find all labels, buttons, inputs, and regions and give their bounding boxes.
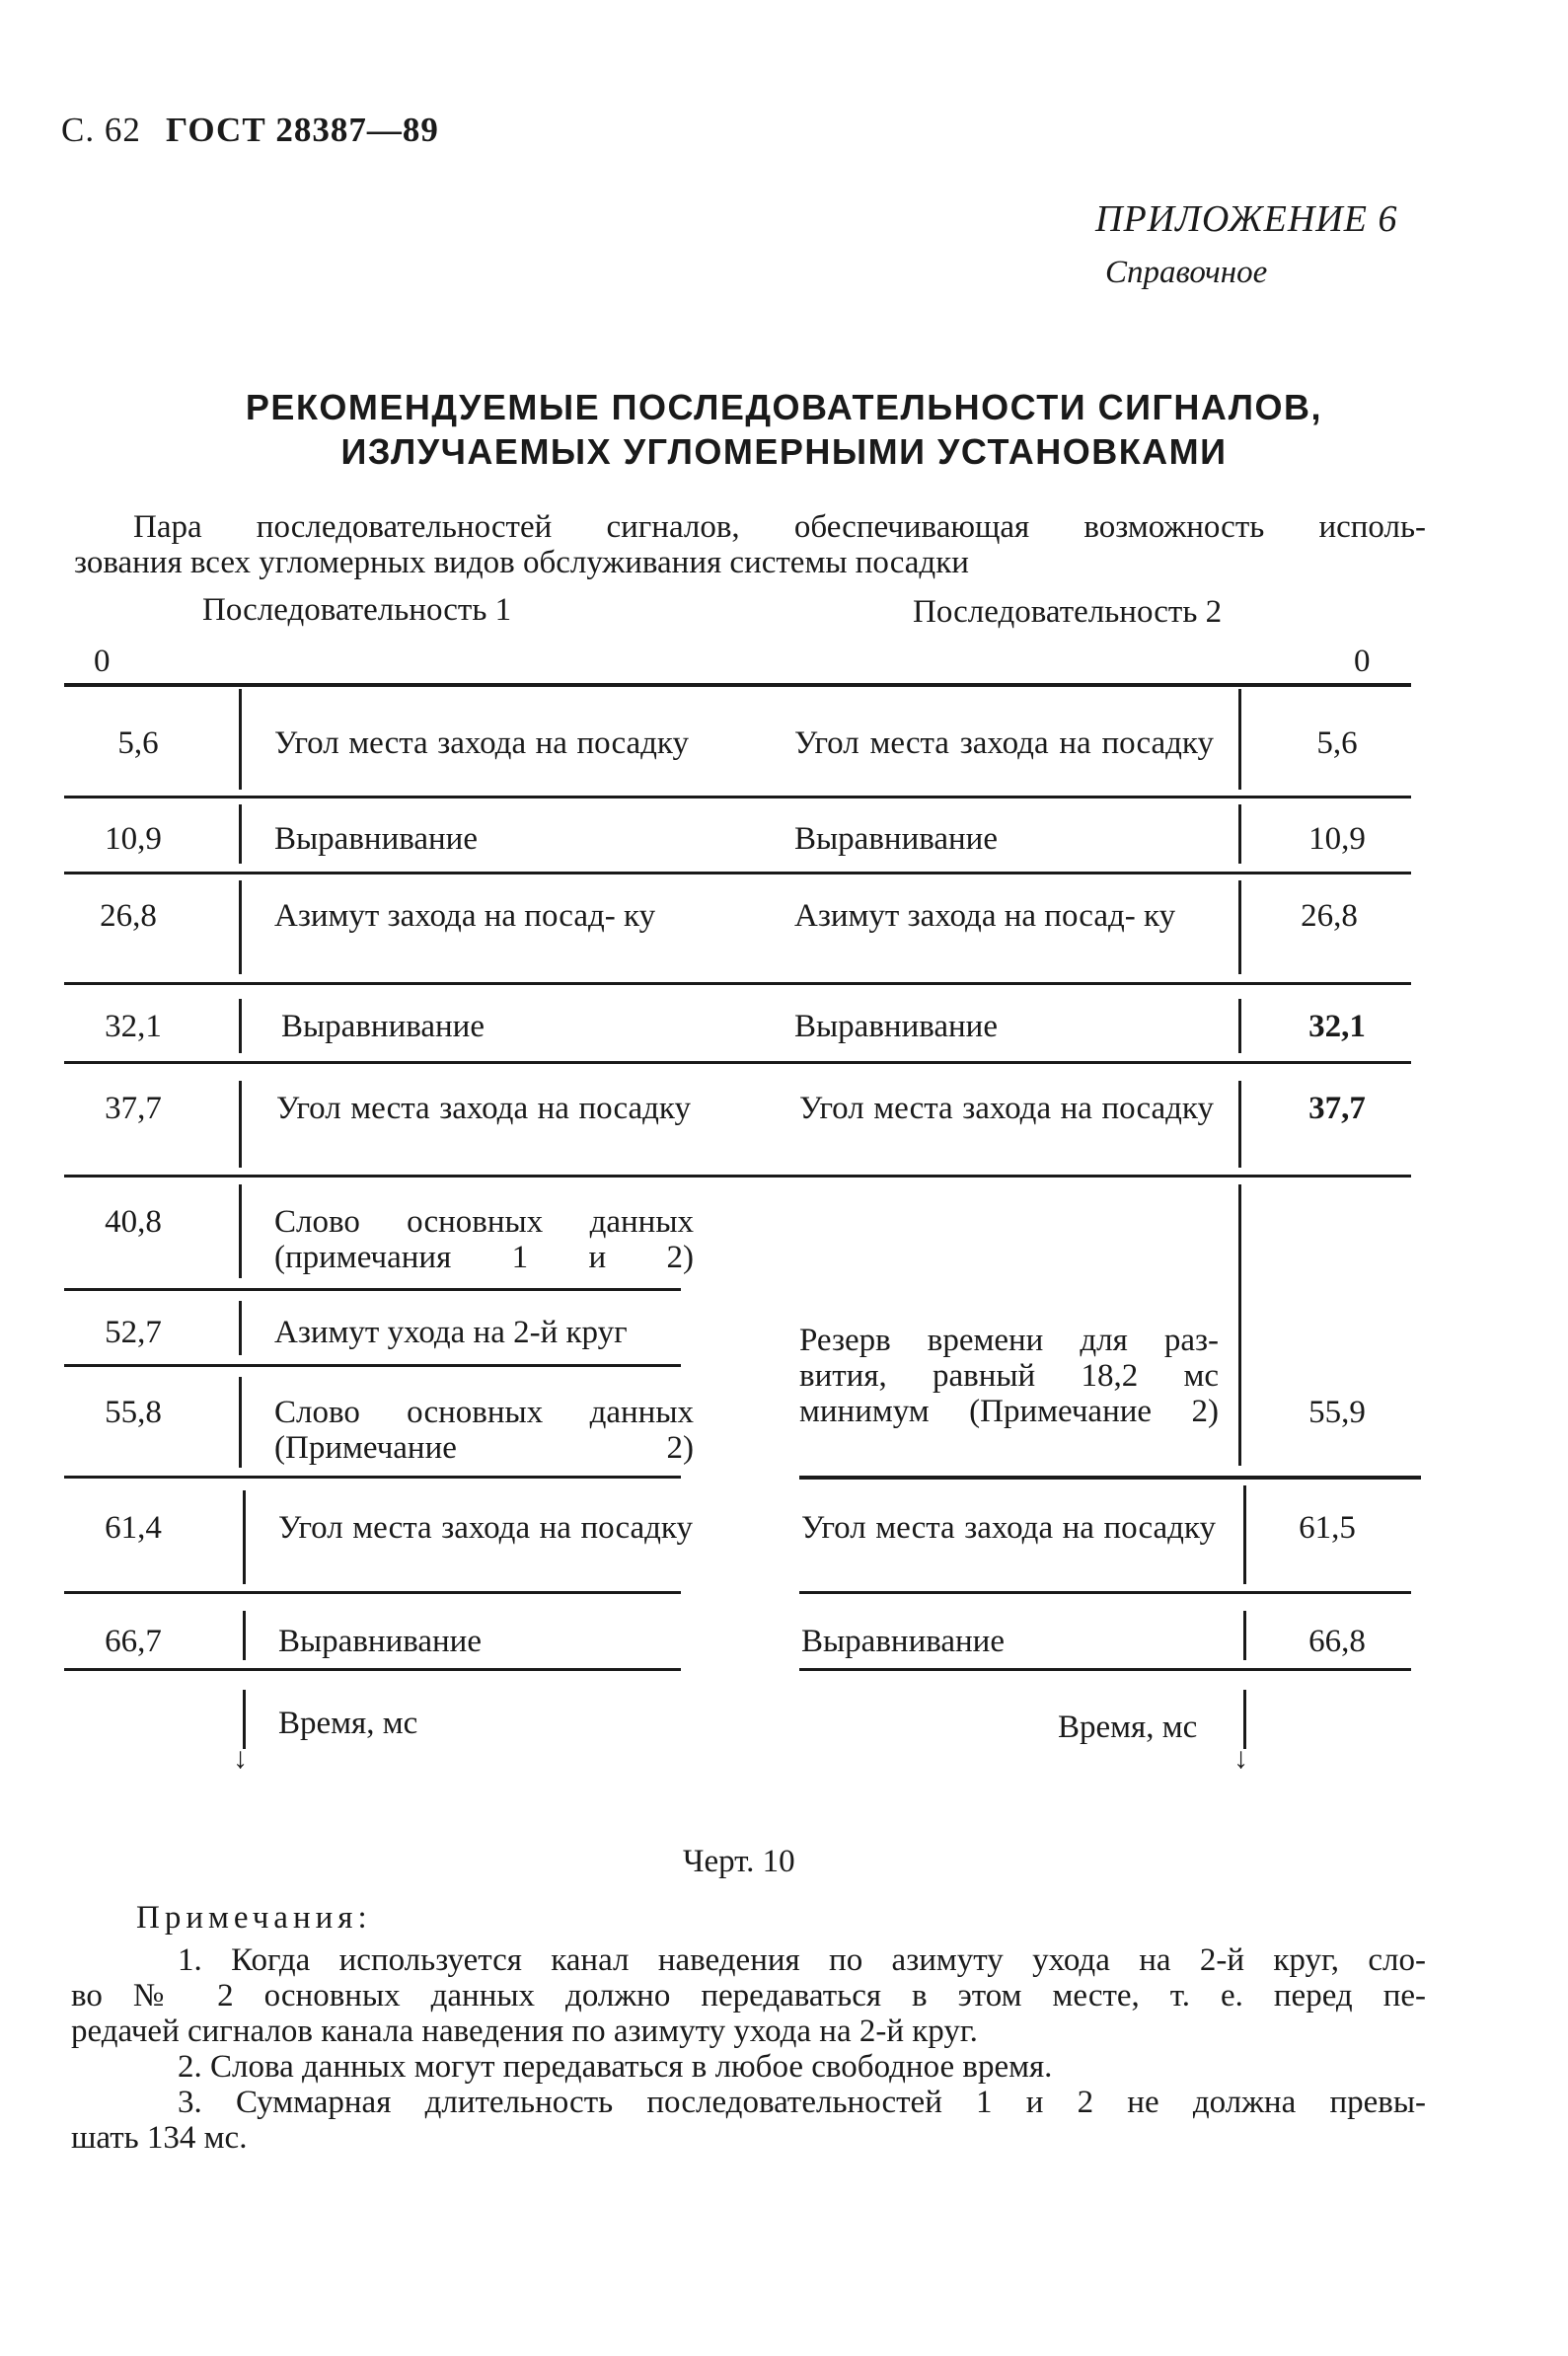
- left-row-rule: [64, 1591, 681, 1594]
- left-row-rule: [64, 1668, 681, 1671]
- seq1-time: 32,1: [105, 1009, 162, 1044]
- seq1-time: 5,6: [117, 725, 159, 761]
- row-rule: [64, 872, 1411, 874]
- seq1-signal: Угол места захода на посадку: [274, 725, 689, 761]
- sequence-2-time-label: Время, мс: [1058, 1710, 1198, 1745]
- sequence-1-time-axis: [239, 689, 242, 790]
- seq1-signal: Выравнивание: [281, 1009, 485, 1044]
- sequence-1-time-axis: [243, 1490, 246, 1584]
- seq1-signal: Выравнивание: [274, 821, 478, 857]
- seq1-signal: Слово основных данных (Примечание 2): [274, 1395, 694, 1466]
- document-title-line-1: РЕКОМЕНДУЕМЫЕ ПОСЛЕДОВАТЕЛЬНОСТИ СИГНАЛОВ,: [245, 387, 1323, 427]
- sequence-2-time-axis: [1243, 1611, 1246, 1660]
- seq1-signal: Угол места захода на посадку: [278, 1510, 693, 1546]
- seq1-time: 40,8: [105, 1204, 162, 1240]
- page-number: С. 62: [61, 111, 141, 149]
- sequence-2-label: Последовательность 2: [913, 594, 1223, 630]
- intro-line-2: зования всех угломерных видов обслуживания системы посадки: [74, 545, 969, 580]
- row-rule: [64, 1061, 1411, 1064]
- right-row-rule: [799, 1476, 1421, 1480]
- appendix-note: Справочное: [1105, 255, 1268, 290]
- left-row-rule: [64, 1364, 681, 1367]
- note-3-line-2: шать 134 мс.: [71, 2120, 248, 2156]
- seq2-reserve: Резерв времени для раз- вития, равный 18,2 мс минимум (Примечание 2): [799, 1323, 1219, 1429]
- seq1-signal: Угол места захода на посадку: [276, 1091, 691, 1126]
- seq2-time: 66,8: [1308, 1624, 1366, 1659]
- standard-code: ГОСТ 28387—89: [166, 111, 439, 149]
- sequence-2-time-axis: [1243, 1485, 1246, 1584]
- seq1-signal: Азимут захода на посад- ку: [274, 898, 656, 934]
- note-2: 2. Слова данных могут передаваться в любое свободное время.: [178, 2049, 1053, 2085]
- seq2-signal: Выравнивание: [801, 1624, 1005, 1659]
- sequence-1-label: Последовательность 1: [202, 592, 512, 628]
- sequence-2-time-axis: [1238, 999, 1241, 1053]
- seq2-time: 32,1: [1308, 1009, 1366, 1044]
- document-title-line-2: ИЗЛУЧАЕМЫХ УГЛОМЕРНЫМИ УСТАНОВКАМИ: [340, 431, 1228, 472]
- seq1-time: 55,8: [105, 1395, 162, 1430]
- sequence-1-time-axis: [239, 880, 242, 974]
- sequence-1-time-label: Время, мс: [278, 1706, 418, 1741]
- sequence-1-time-axis: [239, 1301, 242, 1355]
- sequence-2-time-axis: [1238, 804, 1241, 864]
- seq2-signal: Угол места захода на посадку: [794, 725, 1214, 761]
- seq2-signal: Азимут захода на посад- ку: [794, 898, 1176, 934]
- figure-caption: Черт. 10: [683, 1844, 795, 1879]
- sequence-2-time-axis: [1238, 689, 1241, 790]
- sequence-1-start: 0: [94, 644, 111, 679]
- seq2-time: 10,9: [1308, 821, 1366, 857]
- seq1-signal: Слово основных данных (примечания 1 и 2): [274, 1204, 694, 1275]
- sequence-1-time-axis: [239, 804, 242, 864]
- seq1-signal: Азимут ухода на 2-й круг: [274, 1315, 628, 1350]
- appendix-title: ПРИЛОЖЕНИЕ 6: [1095, 198, 1398, 240]
- sequence-1-time-axis: [239, 1081, 242, 1168]
- sequence-1-time-axis: [243, 1690, 246, 1749]
- note-1-line-3: редачей сигналов канала наведения по азимуту ухода на 2-й круг.: [71, 2014, 978, 2049]
- seq2-time: 5,6: [1316, 725, 1358, 761]
- row-rule: [64, 796, 1411, 798]
- seq2-signal: Выравнивание: [794, 1009, 998, 1044]
- sequence-1-time-axis: [239, 999, 242, 1053]
- row-rule: [64, 982, 1411, 985]
- seq2-signal: Выравнивание: [794, 821, 998, 857]
- seq2-time: 37,7: [1308, 1091, 1366, 1126]
- notes-heading: Примечания:: [136, 1900, 372, 1936]
- left-row-rule: [64, 1476, 681, 1479]
- seq2-signal: Угол места захода на посадку: [801, 1510, 1216, 1546]
- sequence-2-time-axis: [1238, 1081, 1241, 1168]
- intro-line-1: Пара последовательностей сигналов, обеспечивающая возможность исполь-: [133, 509, 1426, 545]
- sequence-1-time-axis: [239, 1184, 242, 1278]
- seq2-time: 26,8: [1301, 898, 1358, 934]
- seq2-time: 55,9: [1308, 1395, 1366, 1430]
- note-1-line-1: 1. Когда используется канал наведения по азимуту ухода на 2-й круг, сло-: [178, 1942, 1426, 1978]
- seq1-time: 61,4: [105, 1510, 162, 1546]
- sequence-2-time-axis: [1238, 1184, 1241, 1466]
- seq1-time: 37,7: [105, 1091, 162, 1126]
- sequence-2-arrow-icon: ↓: [1233, 1742, 1248, 1775]
- left-row-rule: [64, 1288, 681, 1291]
- seq1-time: 10,9: [105, 821, 162, 857]
- seq1-time: 52,7: [105, 1315, 162, 1350]
- seq2-time: 61,5: [1299, 1510, 1356, 1546]
- note-1-line-2: во № 2 основных данных должно передаваться в этом месте, т. е. перед пе-: [71, 1978, 1426, 2014]
- seq2-signal: Угол места захода на посадку: [799, 1091, 1214, 1126]
- sequence-2-time-axis: [1243, 1690, 1246, 1749]
- sequence-1-arrow-icon: ↓: [233, 1742, 248, 1775]
- sequence-1-time-axis: [243, 1611, 246, 1660]
- seq1-signal: Выравнивание: [278, 1624, 482, 1659]
- sequence-2-time-axis: [1238, 880, 1241, 974]
- right-row-rule: [799, 1591, 1411, 1594]
- note-3-line-1: 3. Суммарная длительность последовательностей 1 и 2 не должна превы-: [178, 2085, 1426, 2120]
- row-rule: [64, 1175, 1411, 1178]
- right-row-rule: [799, 1668, 1411, 1671]
- table-top-rule: [64, 683, 1411, 687]
- sequence-2-start: 0: [1354, 644, 1371, 679]
- seq1-time: 26,8: [100, 898, 157, 934]
- sequence-1-time-axis: [239, 1377, 242, 1468]
- seq1-time: 66,7: [105, 1624, 162, 1659]
